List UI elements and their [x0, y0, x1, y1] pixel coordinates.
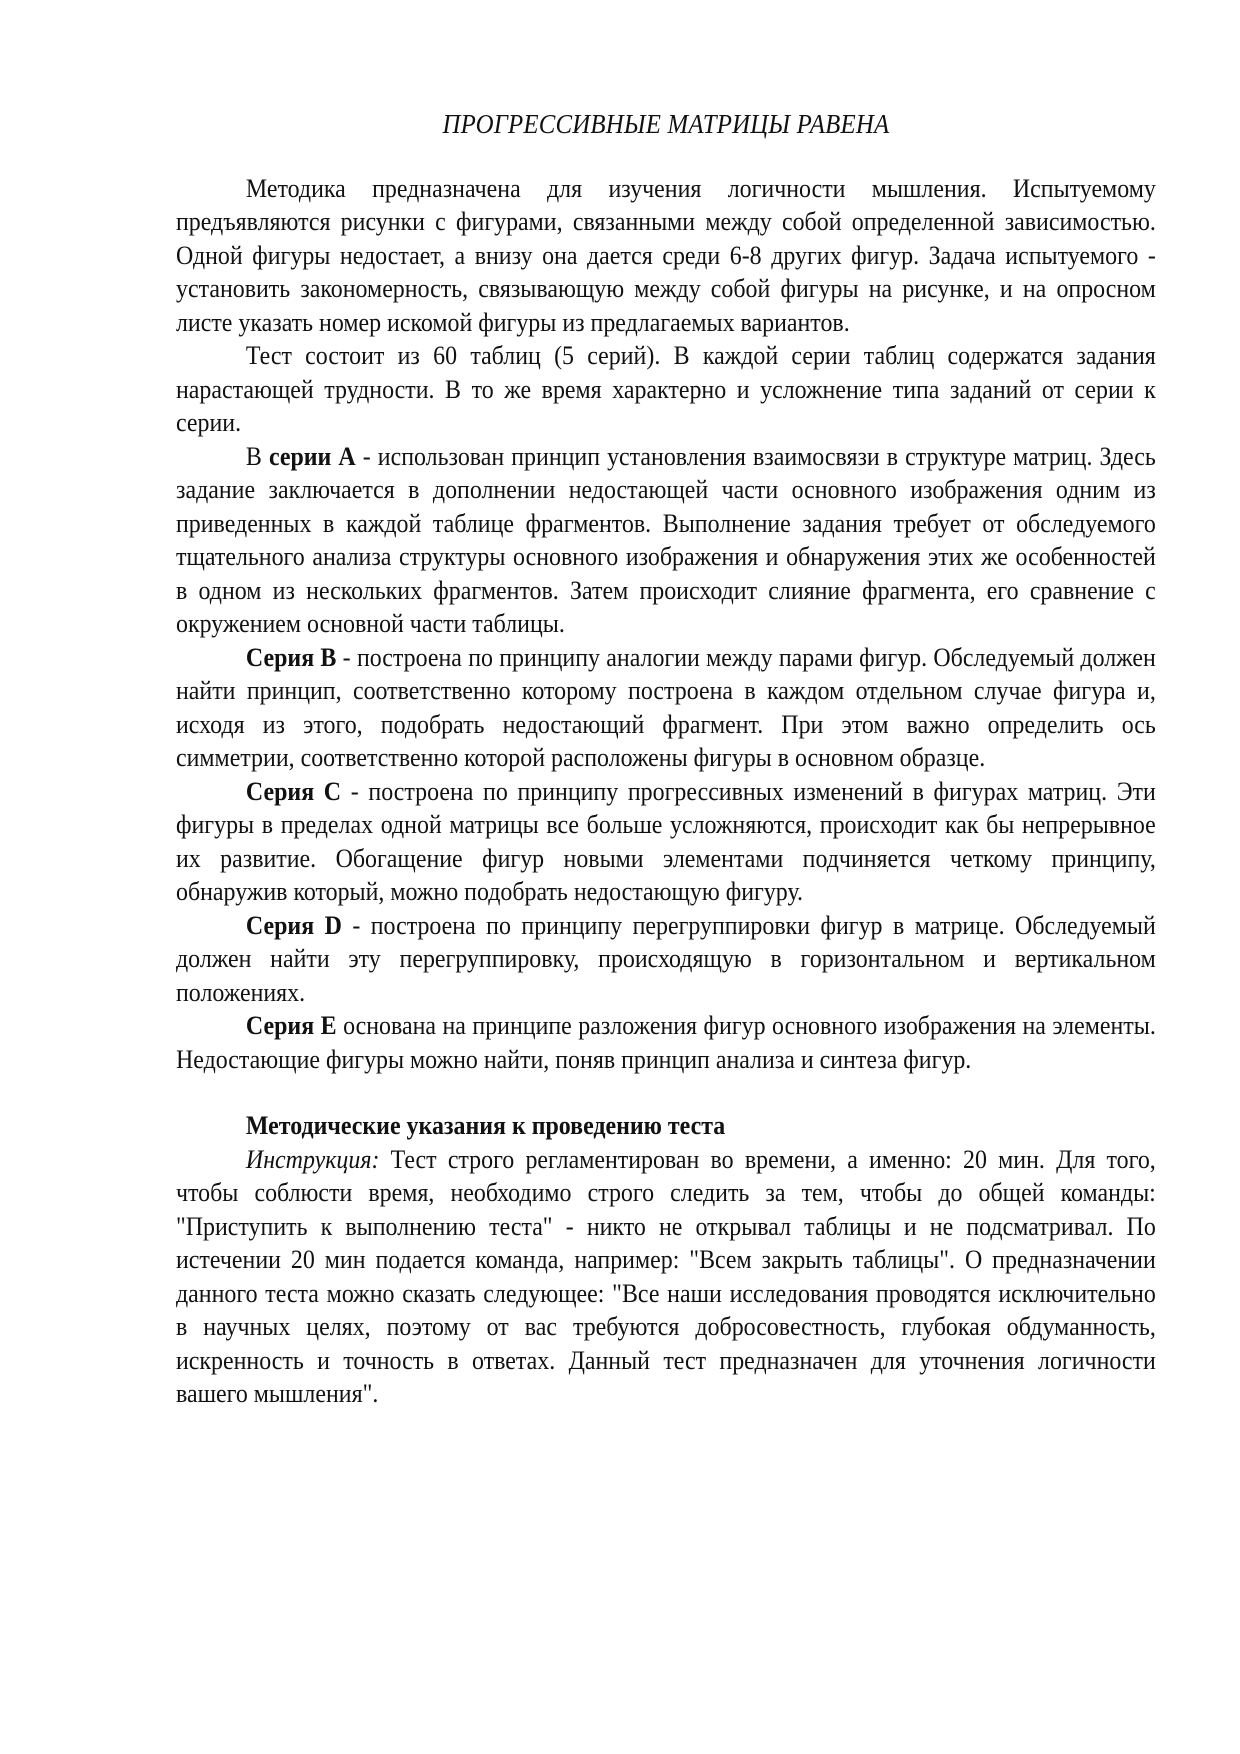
paragraph-series-b — [176, 641, 1156, 775]
paragraph-series-c — [176, 775, 1156, 909]
spacer — [176, 1076, 1156, 1109]
series-b-label: Серия В — [245, 642, 337, 672]
series-a-label: серии А — [268, 441, 356, 471]
document-page — [176, 108, 1156, 1411]
series-a-prefix: В — [245, 441, 269, 471]
instruction-label: Инструкция: — [245, 1144, 380, 1174]
section-heading: Методические указания к проведению теста — [245, 1111, 726, 1140]
series-a-text: - использован принцип установления взаимосвязи в структуре матриц. Здесь задание заключается в дополнении недостающей части основного изображения одним из приведенных в каждой таблице фрагментов. Выполнение задания требует от обследуемого тщательного анализа структуры основного изображения и обнаружения этих же особенностей в одном из нескольких фрагментов. Затем происходит слияние фрагмента, его сравнение с окружением основной части таблицы. — [176, 441, 1156, 638]
series-e-label: Серия Е — [245, 1011, 337, 1040]
series-e-text: основана на принципе разложения фигур основного изображения на элементы. Недостающие фигуры можно найти, поняв принцип анализа и синтеза фигур. — [176, 1011, 1156, 1074]
paragraph-structure: Тест состоит из 60 таблиц (5 серий). В каждой серии таблиц содержатся задания нарастающей трудности. В то же время характерно и усложнение типа заданий от серии к серии. — [176, 341, 1156, 437]
document-title: ПРОГРЕССИВНЫЕ МАТРИЦЫ РАВЕНА — [442, 109, 890, 139]
paragraph-intro: Методика предназначена для изучения логичности мышления. Испытуемому предъявляются рисунки с фигурами, связанными между собой определенной зависимостью. Одной фигуры недостает, а внизу она дается среди 6-8 других фигур. Задача испытуемого - установить закономерность, связывающую между собой фигуры на рисунке, и на опросном листе указать номер искомой фигуры из предлагаемых вариантов. — [176, 173, 1156, 337]
paragraph-series-d — [176, 909, 1156, 1010]
paragraph-instruction — [176, 1143, 1156, 1411]
instruction-text: Тест строго регламентирован во времени, а именно: 20 мин. Для того, чтобы соблюсти время, необходимо строго следить за тем, чтобы до общей команды: "Приступить к выполнению теста" - никто не открывал таблицы и не подсматривал. По истечении 20 мин подается команда, например: "Всем закрыть таблицы". О предназначении данного теста можно сказать следующее: "Все наши исследования проводятся исключительно в научных целях, поэтому от вас требуются добросовестность, глубокая обдуманность, искренность и точность в ответах. Данный тест предназначен для уточнения логичности вашего мышления". — [176, 1144, 1156, 1408]
series-c-text: - построена по принципу прогрессивных изменений в фигурах матриц. Эти фигуры в пределах одной матрицы все больше усложняются, происходит как бы непрерывное их развитие. Обогащение фигур новыми элементами подчиняется четкому принципу, обнаружив который, можно подобрать недостающую фигуру. — [176, 776, 1156, 906]
paragraph-series-e — [176, 1009, 1156, 1076]
series-c-label: Серия С — [245, 776, 342, 806]
series-b-text: - построена по принципу аналогии между парами фигур. Обследуемый должен найти принцип, соответственно которому построена в каждом отдельном случае фигура и, исходя из этого, подобрать недостающий фрагмент. При этом важно определить ось симметрии, соответственно которой расположены фигуры в основном образце. — [176, 642, 1156, 772]
series-d-label: Серия D — [245, 910, 342, 940]
paragraph-series-a — [176, 440, 1156, 641]
series-d-text: - построена по принципу перегруппировки фигур в матрице. Обследуемый должен найти эту перегруппировку, происходящую в горизонтальном и вертикальном положениях. — [176, 910, 1156, 1007]
